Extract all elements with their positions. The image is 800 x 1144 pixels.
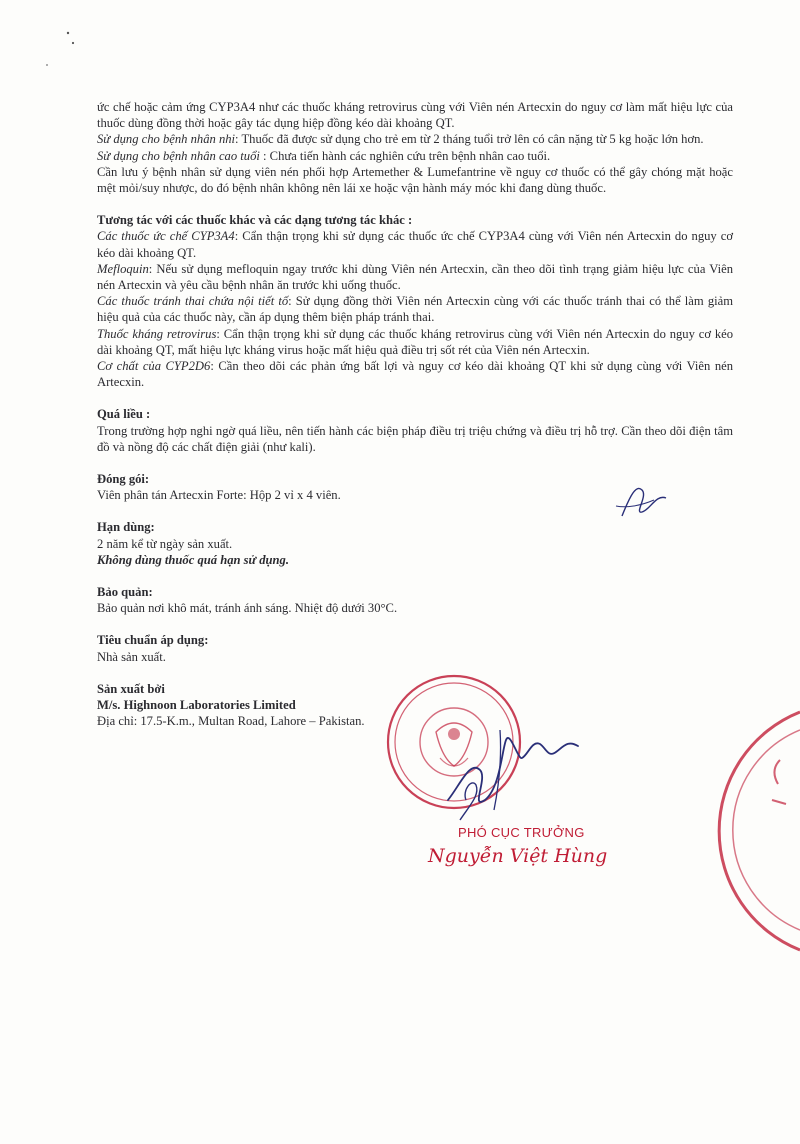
body-paragraph: 2 năm kể từ ngày sản xuất. xyxy=(97,536,233,551)
paragraph-text: : Thuốc đã được sử dụng cho trẻ em từ 2 tháng tuổi trở lên có cân nặng từ 5 kg hoặc lớn hơn. xyxy=(235,132,704,147)
section-heading: Tiêu chuẩn áp dụng: xyxy=(97,633,209,648)
paragraph-spacer xyxy=(97,196,733,212)
paragraph-text: : Cần theo dõi các phản ứng bất lợi và nguy cơ kéo dài khoảng QT khi sử dụng cùng với Viên nén Artecxin. xyxy=(97,359,734,390)
signature-name: Nguyễn Việt Hùng xyxy=(428,845,608,867)
section-heading: Hạn dùng: xyxy=(97,520,155,535)
labeled-paragraph xyxy=(97,326,733,358)
paragraph-text: : Chưa tiến hành các nghiên cứu trên bệnh nhân cao tuổi. xyxy=(259,148,551,163)
paragraph-spacer xyxy=(97,616,733,632)
labeled-paragraph xyxy=(97,358,733,390)
paragraph-spacer xyxy=(97,568,733,584)
handwritten-signature xyxy=(440,700,590,830)
labeled-paragraph xyxy=(97,148,733,164)
warning-text: Không dùng thuốc quá hạn sử dụng. xyxy=(97,552,289,567)
paragraph-label: Cơ chất của CYP2D6 xyxy=(97,359,211,374)
paragraph-text: : Nếu sử dụng mefloquin ngay trước khi dùng Viên nén Artecxin, cần theo dõi tình trạng giảm hiệu lực của Viên nén Artecxin và yêu cầu bệnh nhân ăn trước khi uống thuốc. xyxy=(97,261,733,293)
section-heading: Sản xuất bởi xyxy=(97,681,165,696)
paragraph-label: Sử dụng cho bệnh nhân nhi xyxy=(97,132,236,147)
paragraph-label: Mefloquin xyxy=(97,261,149,276)
body-paragraph: Nhà sản xuất. xyxy=(97,649,166,664)
section-heading: M/s. Highnoon Laboratories Limited xyxy=(97,698,296,713)
section-heading: Tương tác với các thuốc khác và các dạng tương tác khác : xyxy=(97,213,413,228)
section-heading: Bảo quản: xyxy=(97,585,153,600)
paragraph-text: : Cẩn thận trọng khi sử dụng các thuốc ức chế CYP3A4 cùng với Viên nén Artecxin do nguy cơ kéo dài khoảng QT. xyxy=(97,229,734,260)
initial-mark-signature xyxy=(612,476,672,522)
paragraph-label: Các thuốc ức chế CYP3A4 xyxy=(97,229,235,244)
scan-specks-decoration xyxy=(40,25,90,75)
body-paragraph: Cần lưu ý bệnh nhân sử dụng viên nén phối hợp Artemether & Lumefantrine về nguy cơ thuốc có thể gây chóng mặt hoặc mệt mỏi/suy nhược, do đó bệnh nhân không nên lái xe hoặc vận hành máy móc khi đang dùng thuốc. xyxy=(97,164,733,196)
body-paragraph: Viên phân tán Artecxin Forte: Hộp 2 vỉ x 4 viên. xyxy=(97,488,341,503)
paragraph-label: Các thuốc tránh thai chứa nội tiết tố xyxy=(97,294,289,309)
labeled-paragraph xyxy=(97,293,733,325)
body-paragraph: ức chế hoặc cảm ứng CYP3A4 như các thuốc kháng retrovirus cùng với Viên nén Artecxin do nguy cơ làm mất hiệu lực của thuốc dùng đồng thời hoặc gây tác dụng hiệp đồng kéo dài khoảng QT. xyxy=(97,100,733,131)
labeled-paragraph xyxy=(97,228,733,260)
paragraph-text: : Sử dụng đồng thời Viên nén Artecxin cùng với các thuốc tránh thai có thể làm giảm hiệu quả của các thuốc này, cần áp dụng thêm biện pháp tránh thai. xyxy=(97,294,733,325)
paragraph-label: Sử dụng cho bệnh nhân cao tuổi xyxy=(97,148,260,163)
body-paragraph: Trong trường hợp nghi ngờ quá liều, nên tiến hành các biện pháp điều trị triệu chứng và điều trị hỗ trợ. Cần theo dõi điện tâm đồ và nồng độ các chất điện giải (như kali). xyxy=(97,423,733,454)
section-heading: Quá liều : xyxy=(97,407,151,422)
document-body xyxy=(97,99,733,730)
paragraph-spacer xyxy=(97,455,733,471)
paragraph-spacer xyxy=(97,390,733,406)
labeled-paragraph xyxy=(97,131,733,147)
signature-title: PHÓ CỤC TRƯỞNG xyxy=(458,825,585,840)
body-paragraph: Địa chỉ: 17.5-K.m., Multan Road, Lahore – Pakistan. xyxy=(97,714,365,729)
labeled-paragraph xyxy=(97,261,733,293)
paragraph-text: : Cẩn thận trọng khi sử dụng các thuốc kháng retrovirus cùng với Viên nén Artecxin do nguy cơ kéo dài khoảng QT, mất hiệu lực kháng virus hoặc mất hiệu quả điều trị sốt rét của Viên nén Artecxin. xyxy=(97,326,733,357)
section-heading: Đóng gói: xyxy=(97,472,150,487)
body-paragraph: Bảo quản nơi khô mát, tránh ánh sáng. Nhiệt độ dưới 30°C. xyxy=(97,601,398,616)
paragraph-label: Thuốc kháng retrovirus xyxy=(97,326,217,341)
edge-stamp-seal xyxy=(700,700,800,960)
